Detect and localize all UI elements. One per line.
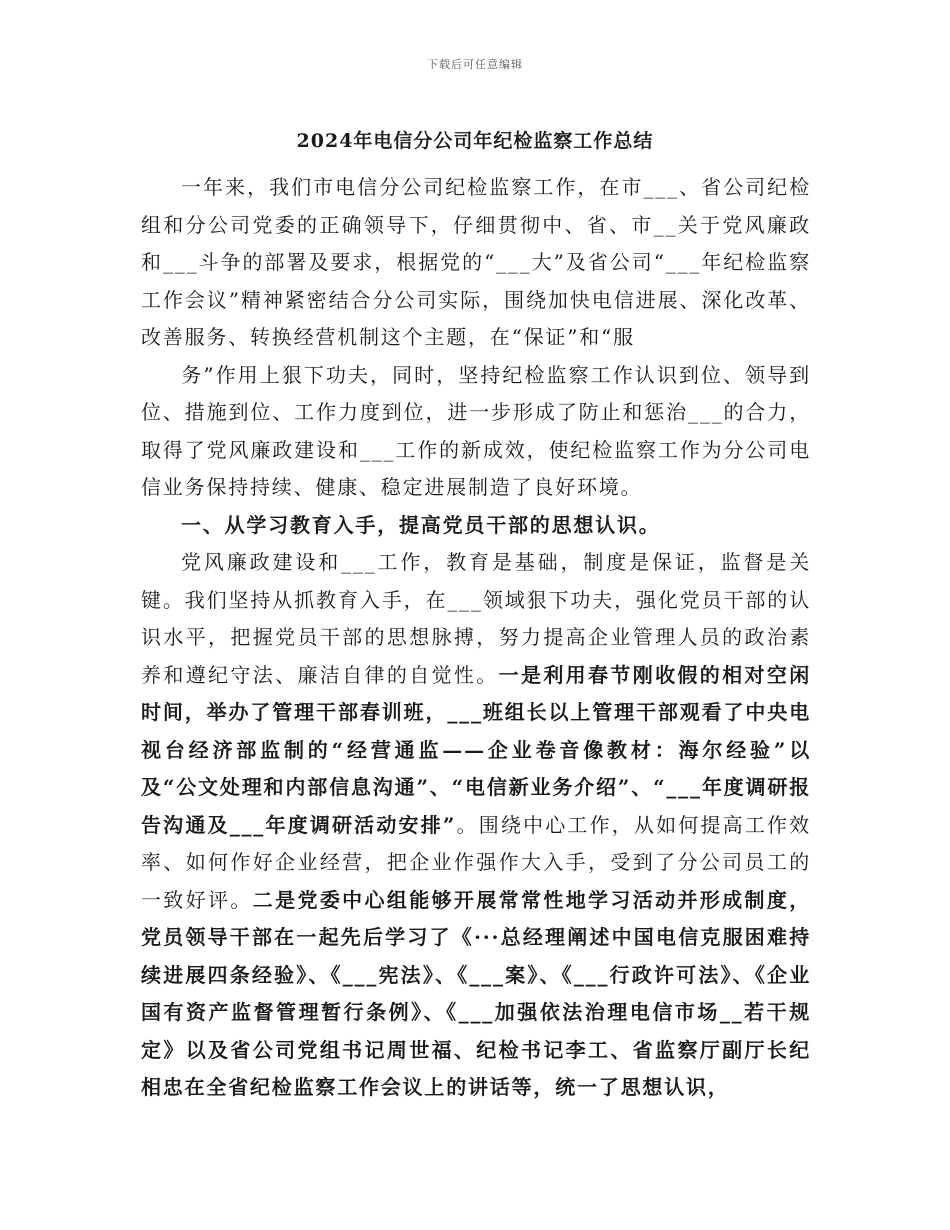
paragraph-education-point-one: 一是利用春节刚收假的相对空闲时间，举办了管理干部春训班，___班组长以上管理干部观看了中央电视台经济部监制的“经营通监——企业卷音像教材：海尔经验”以及“公文处理和内部信息沟通”、“电信新业务介绍”、“___年度调研报告沟通及___年度调研活动安排” — [141, 662, 811, 837]
paragraph-education-point-one-tail: 。围绕中心工作，从如何提高工作效率、如何作好企业经营，把企业作强作大入手，受到了分公司员工的一致好评。 — [141, 812, 811, 912]
paragraph-education — [141, 544, 811, 1107]
paragraph-intro-continued-text: 务”作用上狠下功夫，同时，坚持纪检监察工作认识到位、领导到位、措施到位、工作力度到位，进一步形成了防止和惩治___的合力，取得了党风廉政建设和___工作的新成效，使纪检监察工作为分公司电信业务保持持续、健康、稳定进展制造了良好环境。 — [141, 362, 811, 499]
header-note: 下载后可任意编辑 — [427, 58, 523, 71]
paragraph-intro-continued — [141, 357, 811, 507]
paragraph-education-point-two: 二是党委中心组能够开展常常性地学习活动并形成制度，党员领导干部在一起先后学习了《···总经理阐述中国电信克服困难持续进展四条经验》、《___宪法》、《___案》、《___行政许可法》、《企业国有资产监督管理暂行条例》、《___加强依法治理电信市场__若干规定》以及省公司党组书记周世福、纪检书记李工、省监察厅副厅长纪相忠在全省纪检监察工作会议上的讲话等，统一了思想认识， — [141, 887, 812, 1099]
document-title: 2024年电信分公司年纪检监察工作总结 — [296, 130, 654, 152]
paragraph-education-text: 党风廉政建设和___工作，教育是基础，制度是保证，监督是关键。我们坚持从抓教育入手，在___领域狠下功夫，强化党员干部的认识水平，把握党员干部的思想脉搏，努力提高企业管理人员的政治素养和遵纪守法、廉洁自律的自觉性。 — [141, 550, 811, 687]
document-body — [141, 169, 811, 1107]
section-heading-1: 一、从学习教育入手，提高党员干部的思想认识。 — [181, 512, 661, 537]
paragraph-intro: 一年来，我们市电信分公司纪检监察工作，在市___、省公司纪检组和分公司党委的正确领导下，仔细贯彻中、省、市__关于党风廉政和___斗争的部署及要求，根据党的“___大”及省公司“___年纪检监察工作会议”精神紧密结合分公司实际，围绕加快电信进展、深化改革、改善服务、转换经营机制这个主题，在“保证”和“服 — [141, 175, 811, 349]
